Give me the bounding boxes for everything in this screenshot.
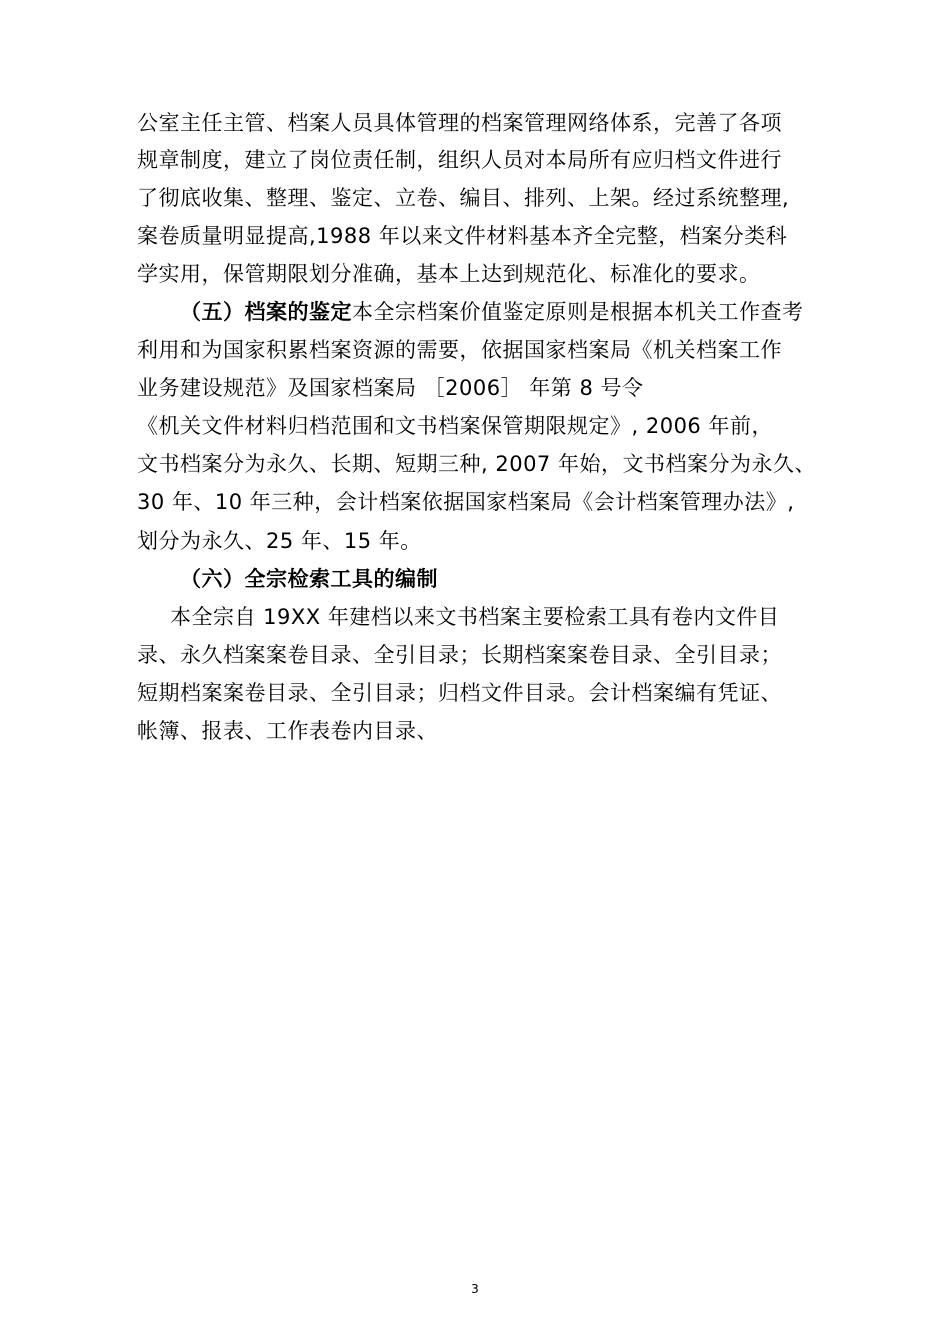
- section-6-heading: （六）全宗检索工具的编制: [180, 567, 438, 591]
- section-5-first-line: [180, 298, 804, 326]
- paragraph-line: 利用和为国家积累档案资源的需要，依据国家档案局《机关档案工作: [137, 338, 782, 362]
- paragraph-line: 学实用，保管期限划分准确，基本上达到规范化、标准化的要求。: [137, 262, 761, 286]
- paragraph-line: 《机关文件材料归档范围和文书档案保管期限规定》, 2006 年前，: [137, 414, 773, 438]
- paragraph-line: 划分为永久、25 年、15 年。: [137, 529, 422, 553]
- paragraph-line: 帐簿、报表、工作表卷内目录、: [137, 719, 438, 743]
- paragraph-line: 录、永久档案案卷目录、全引目录；长期档案案卷目录、全引目录；: [137, 643, 782, 667]
- paragraph-line: 公室主任主管、档案人员具体管理的档案管理网络体系，完善了各项: [137, 111, 782, 135]
- page-number: 3: [471, 1282, 479, 1296]
- paragraph-line: 了彻底收集、整理、鉴定、立卷、编目、排列、上架。经过系统整理,: [137, 186, 790, 210]
- paragraph-line: 文书档案分为永久、长期、短期三种, 2007 年始，文书档案分为永久、: [137, 452, 816, 476]
- paragraph-line: 短期档案案卷目录、全引目录；归档文件目录。会计档案编有凭证、: [137, 681, 782, 705]
- paragraph-line: 30 年、10 年三种，会计档案依据国家档案局《会计档案管理办法》,: [137, 490, 795, 514]
- paragraph-line: 规章制度，建立了岗位责任制，组织人员对本局所有应归档文件进行: [137, 148, 782, 172]
- paragraph-line: 本全宗自 19XX 年建档以来文书档案主要检索工具有卷内文件目: [170, 605, 780, 629]
- section-5-heading: （五）档案的鉴定: [180, 300, 352, 324]
- section-5-text: 本全宗档案价值鉴定原则是根据本机关工作查考: [352, 300, 804, 324]
- paragraph-line: 业务建设规范》及国家档案局 ［2006］ 年第 8 号令: [137, 376, 644, 400]
- paragraph-line: 案卷质量明显提高,1988 年以来文件材料基本齐全完整，档案分类科: [137, 224, 788, 248]
